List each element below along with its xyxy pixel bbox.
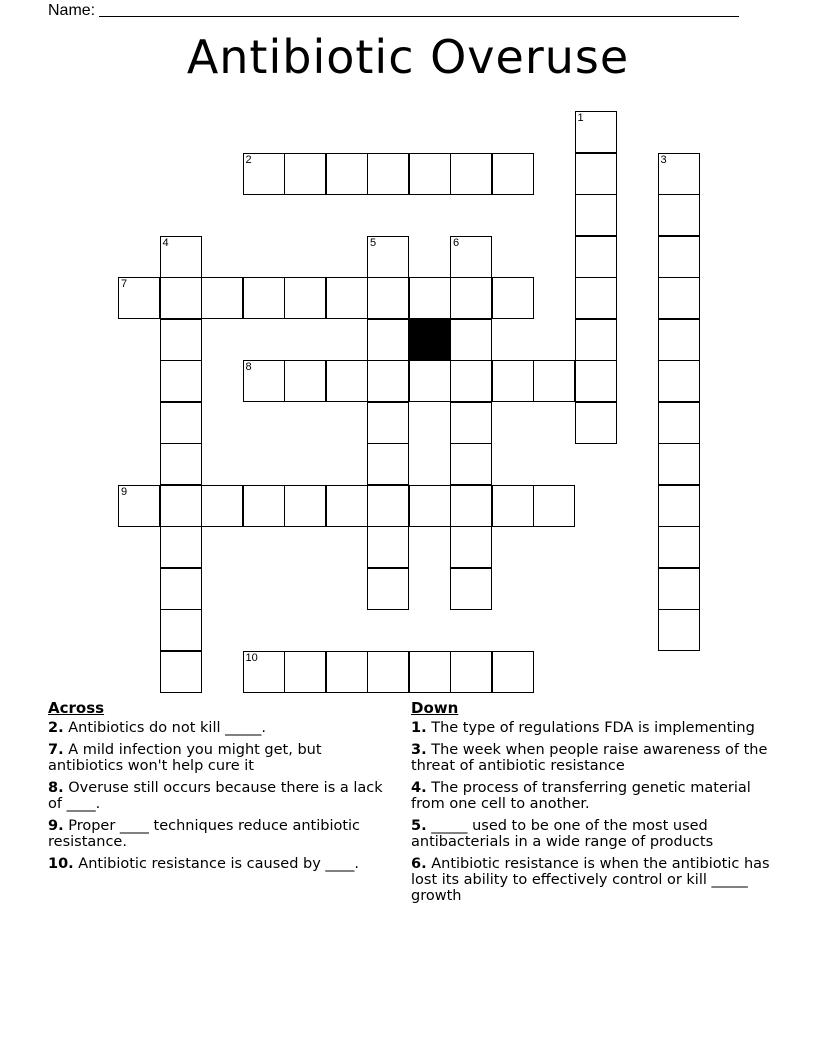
grid-cell[interactable] [492,485,534,527]
clue-number: 4. [411,780,427,796]
clue-text: _____ used to be one of the most used antibacterials in a wide range of products [411,818,714,850]
clue-text: Antibiotic resistance is when the antibiotic has lost its ability to effectively control or kill _____ growth [411,856,770,904]
grid-cell[interactable] [450,277,492,319]
grid-cell[interactable] [243,277,285,319]
grid-cell[interactable] [243,153,285,195]
grid-cell[interactable] [160,609,202,651]
grid-cell[interactable] [450,485,492,527]
grid-cell[interactable] [492,277,534,319]
grid-cell[interactable] [575,402,617,444]
grid-cell[interactable] [409,153,451,195]
clue-number: 6. [411,856,427,872]
grid-cell[interactable] [533,485,575,527]
grid-cell[interactable] [160,319,202,361]
down-clue-4 [411,780,771,812]
puzzle-title: Antibiotic Overuse [186,30,630,84]
across-clue-8 [48,780,388,812]
grid-cell[interactable] [367,568,409,610]
down-clue-3 [411,742,771,774]
grid-cell[interactable] [326,153,368,195]
across-heading: Across [48,699,105,717]
grid-cell[interactable] [450,651,492,693]
down-clues [411,700,771,910]
grid-cell[interactable] [658,194,700,236]
grid-cell[interactable] [575,111,617,153]
cell-number: 2 [245,153,252,166]
grid-cell[interactable] [118,485,160,527]
grid-cell[interactable] [367,236,409,278]
grid-cell[interactable] [575,236,617,278]
grid-cell[interactable] [492,360,534,402]
grid-cell[interactable] [243,485,285,527]
clue-number: 10. [48,856,74,872]
grid-cell[interactable] [160,485,202,527]
grid-cell[interactable] [367,485,409,527]
grid-cell[interactable] [367,651,409,693]
grid-cell[interactable] [658,443,700,485]
clue-number: 3. [411,742,427,758]
grid-cell[interactable] [160,360,202,402]
clue-number: 9. [48,818,64,834]
grid-cell[interactable] [367,277,409,319]
grid-cell[interactable] [450,568,492,610]
across-clue-9 [48,818,388,850]
grid-cell[interactable] [658,236,700,278]
grid-cell[interactable] [160,277,202,319]
grid-cell[interactable] [367,319,409,361]
grid-cell[interactable] [450,402,492,444]
cell-number: 4 [162,236,169,249]
cell-number: 8 [245,361,252,373]
grid-cell[interactable] [658,609,700,651]
grid-cell[interactable] [160,402,202,444]
across-clues [48,700,388,878]
grid-cell[interactable] [450,443,492,485]
name-field[interactable] [48,0,748,20]
grid-cell[interactable] [409,360,451,402]
grid-cell[interactable] [326,651,368,693]
clue-number: 7. [48,742,64,758]
down-clue-6 [411,856,771,904]
cell-number: 1 [577,112,584,124]
grid-cell[interactable] [118,277,160,319]
down-clue-5 [411,818,771,850]
cell-number: 10 [245,651,258,664]
clue-text: The process of transferring genetic material from one cell to another. [411,780,751,812]
grid-cell[interactable] [367,526,409,568]
cell-number: 7 [121,278,128,290]
grid-cell[interactable] [409,651,451,693]
across-clue-10 [48,856,388,872]
grid-cell[interactable] [409,485,451,527]
grid-cell[interactable] [575,277,617,319]
grid-cell[interactable] [575,319,617,361]
grid-cell[interactable] [284,360,326,402]
clue-text: Antibiotics do not kill _____. [63,720,266,736]
grid-cell[interactable] [658,485,700,527]
grid-cell[interactable] [284,277,326,319]
clue-text: Antibiotic resistance is caused by ____. [73,856,360,872]
grid-cell[interactable] [450,360,492,402]
grid-cell[interactable] [492,153,534,195]
cell-number: 3 [660,153,667,166]
grid-cell[interactable] [160,443,202,485]
clue-text: The type of regulations FDA is implementing [426,720,755,736]
grid-cell[interactable] [160,651,202,693]
grid-cell[interactable] [201,277,243,319]
grid-cell[interactable] [658,526,700,568]
grid-cell[interactable] [367,443,409,485]
grid-cell[interactable] [160,236,202,278]
grid-cell[interactable] [243,651,285,693]
clue-text: A mild infection you might get, but antibiotics won't help cure it [48,742,322,774]
grid-cell[interactable] [658,360,700,402]
grid-cell[interactable] [658,319,700,361]
grid-cell[interactable] [284,485,326,527]
name-label: Name: [48,2,96,19]
grid-cell[interactable] [658,568,700,610]
grid-cell[interactable] [326,277,368,319]
down-heading: Down [411,699,459,717]
grid-cell[interactable] [450,153,492,195]
grid-cell[interactable] [367,360,409,402]
name-underline[interactable] [99,16,739,17]
cell-number: 5 [370,236,377,249]
cell-number: 9 [121,485,128,498]
grid-cell[interactable] [160,568,202,610]
grid-cell[interactable] [450,236,492,278]
grid-cell[interactable] [450,319,492,361]
grid-cell[interactable] [409,277,451,319]
grid-cell[interactable] [575,153,617,195]
clue-number: 2. [48,720,64,736]
grid-cell[interactable] [658,402,700,444]
grid-cell[interactable] [243,360,285,402]
grid-cell[interactable] [492,651,534,693]
grid-cell[interactable] [367,402,409,444]
grid-cell[interactable] [326,485,368,527]
clue-number: 1. [411,720,427,736]
clue-text: The week when people raise awareness of the threat of antibiotic resistance [411,742,768,774]
grid-cell[interactable] [575,194,617,236]
grid-cell[interactable] [201,485,243,527]
across-clue-2 [48,720,388,736]
cell-number: 6 [453,236,460,249]
grid-cell[interactable] [367,153,409,195]
grid-cell[interactable] [284,651,326,693]
grid-cell[interactable] [284,153,326,195]
grid-cell[interactable] [658,277,700,319]
grid-cell[interactable] [450,526,492,568]
clue-text: Overuse still occurs because there is a lack of ____. [48,780,383,812]
grid-cell[interactable] [533,360,575,402]
grid-cell[interactable] [326,360,368,402]
across-clue-7 [48,742,388,774]
clue-number: 5. [411,818,427,834]
grid-cell[interactable] [160,526,202,568]
down-clue-1 [411,720,771,736]
clue-text: Proper ____ techniques reduce antibiotic resistance. [48,818,361,850]
clue-number: 8. [48,780,64,796]
blocked-cell [409,319,451,361]
grid-cell[interactable] [575,360,617,402]
grid-cell[interactable] [658,153,700,195]
